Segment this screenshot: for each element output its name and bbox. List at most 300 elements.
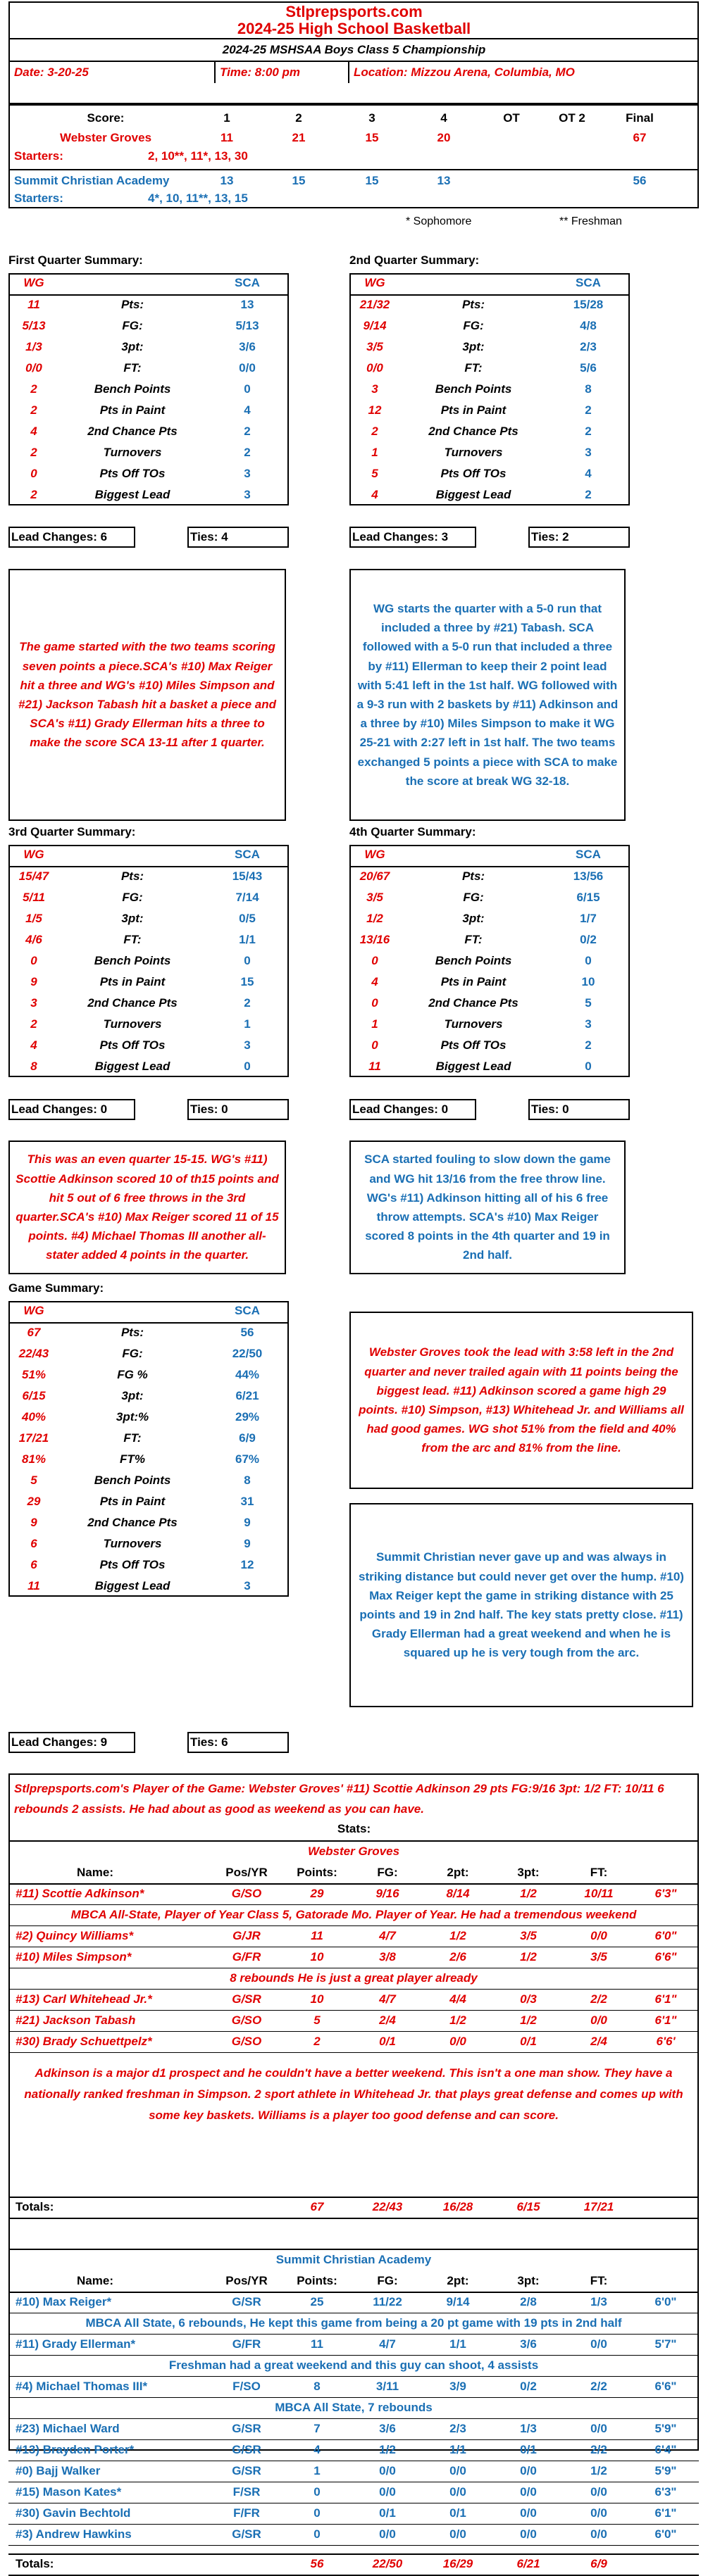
player-ft: 1/3 <box>590 2295 607 2308</box>
sca-value: 29% <box>235 1410 260 1424</box>
player-pos: G/SO <box>231 2035 262 2048</box>
sca-value: 4 <box>585 467 592 480</box>
player-ht: 6'1" <box>654 1992 677 2006</box>
stats-col-header: FT: <box>590 2274 608 2287</box>
player-pos: F/FR <box>233 2506 260 2520</box>
rule <box>8 2010 699 2011</box>
player-pos: G/SR <box>232 2464 261 2477</box>
player-pts: 11 <box>311 2337 323 2351</box>
wg-value: 81% <box>21 1452 46 1466</box>
stat-label: Biggest Lead <box>435 1060 511 1073</box>
sca-value: 15 <box>240 975 254 988</box>
player-name: #23) Michael Ward <box>15 2422 120 2435</box>
site-title: Stlprepsports.com <box>285 3 423 20</box>
wg-value: 2 <box>30 446 37 459</box>
wg-value: 4 <box>371 975 378 988</box>
player-three: 0/0 <box>520 2464 537 2477</box>
player-pts: 11 <box>311 1929 323 1942</box>
stat-label: 2nd Chance Pts <box>428 425 518 438</box>
player-pos: G/SO <box>231 1887 262 1900</box>
wg-comment: Adkinson is a major d1 prospect and he couldn't have a better weekend. This isn't a one man show. They have a nationally ranked freshman in Simpson. 2 sport athlete in Whitehead Jr. that plays great defense and comes up with some key baskets. Williams is a player too good defense and can score. <box>24 2066 683 2122</box>
sca-value: 10 <box>581 975 595 988</box>
sca-value: 13 <box>240 298 254 311</box>
sca-value: 2 <box>585 425 592 438</box>
ties-count: Ties: 2 <box>531 530 569 544</box>
stats-col-header: Pos/YR <box>225 1866 268 1879</box>
totals-label: Totals: <box>15 2200 54 2213</box>
sca-value: 8 <box>585 382 592 396</box>
sca-value: 0/0 <box>239 361 256 375</box>
wg-value: 13/16 <box>359 933 390 946</box>
player-note: Freshman had a great weekend and this guy can shoot, 4 assists <box>168 2358 539 2372</box>
player-two: 1/1 <box>449 2443 466 2456</box>
score-header-cell: 2 <box>295 111 302 125</box>
player-ft: 1/2 <box>590 2464 607 2477</box>
player-fg: 3/6 <box>379 2422 396 2435</box>
player-ht: 6'0" <box>654 2527 677 2541</box>
player-name: #30) Brady Schuettpelz* <box>15 2035 152 2048</box>
score-header-cell: OT <box>503 111 520 125</box>
player-note: 8 rebounds He is just a great player already <box>230 1971 478 1985</box>
rule <box>8 2524 699 2525</box>
player-pts: 25 <box>310 2295 324 2308</box>
player-pts: 29 <box>310 1887 324 1900</box>
game-location: Location: Mizzou Arena, Columbia, MO <box>354 65 575 79</box>
player-name: #11) Grady Ellerman* <box>15 2337 136 2351</box>
player-ht: 6'3" <box>654 1887 677 1900</box>
team1-quarter-score: 15 <box>365 131 379 144</box>
player-note: MBCA All-State, Player of Year Class 5, Gatorade Mo. Player of Year. He had a tremendous weekend <box>70 1908 637 1921</box>
sca-value: 0 <box>244 1060 251 1073</box>
rule <box>8 2355 699 2356</box>
sca-value: 0/5 <box>239 912 256 925</box>
totals-fg: 22/43 <box>372 2200 403 2213</box>
sca-value: 0 <box>585 954 592 967</box>
sca-value: 5/13 <box>235 319 259 332</box>
wg-value: 12 <box>368 403 382 417</box>
sca-header: SCA <box>576 276 601 289</box>
player-fg: 9/16 <box>375 1887 399 1900</box>
team1-quarter-score: 20 <box>437 131 451 144</box>
team2-quarter-score: 15 <box>365 174 379 187</box>
stat-label: Turnovers <box>103 1537 162 1550</box>
team-name-wg: Webster Groves <box>307 1845 400 1858</box>
freshman-legend: ** Freshman <box>559 215 622 227</box>
sca-value: 3/6 <box>239 340 256 353</box>
stat-label: FT: <box>123 933 142 946</box>
player-fg: 11/22 <box>373 2295 402 2308</box>
wg-header: WG <box>364 276 385 289</box>
stat-label: Pts in Paint <box>99 1495 166 1508</box>
wg-header: WG <box>23 1304 44 1317</box>
lead-changes: Lead Changes: 9 <box>11 1735 108 1749</box>
stats-title: Stats: <box>337 1822 371 1835</box>
stats-col-header: 3pt: <box>517 1866 540 1879</box>
wg-value: 3/5 <box>366 340 383 353</box>
score-header-cell: 1 <box>223 111 230 125</box>
ties-count: Ties: 0 <box>190 1102 228 1116</box>
sca-value: 2 <box>585 403 592 417</box>
lead-changes: Lead Changes: 0 <box>352 1102 449 1116</box>
stats-col-header: 2pt: <box>447 1866 469 1879</box>
rule <box>8 1301 289 1597</box>
wg-header: WG <box>364 848 385 861</box>
sca-value: 44% <box>235 1368 260 1381</box>
stat-label: FG: <box>122 1347 143 1360</box>
wg-value: 29 <box>27 1495 41 1508</box>
player-three: 0/0 <box>520 2485 537 2499</box>
sca-value: 12 <box>240 1558 254 1571</box>
stat-label: 2nd Chance Pts <box>87 1516 178 1529</box>
ties-count: Ties: 6 <box>190 1735 228 1749</box>
player-ht: 5'9" <box>654 2422 677 2435</box>
player-pos: G/SR <box>232 1992 261 2006</box>
player-fg: 0/0 <box>379 2485 396 2499</box>
player-ft: 3/5 <box>590 1950 607 1964</box>
wg-value: 4 <box>371 488 378 501</box>
player-fg: 2/4 <box>379 2013 396 2027</box>
player-fg: 0/0 <box>379 2464 396 2477</box>
player-fg: 4/7 <box>379 1929 396 1942</box>
rule <box>349 294 630 296</box>
wg-value: 2 <box>30 382 37 396</box>
sca-value: 1/1 <box>239 933 256 946</box>
team1-starters: 2, 10**, 11*, 13, 30 <box>148 149 248 163</box>
sca-value: 2 <box>585 1038 592 1052</box>
stat-label: 3pt: <box>121 912 144 925</box>
wg-value: 4 <box>30 425 37 438</box>
stat-label: Pts Off TOs <box>440 1038 507 1052</box>
stats-col-header: Points: <box>297 1866 337 1879</box>
player-three: 1/2 <box>520 2013 537 2027</box>
team1-quarter-score: 11 <box>221 131 233 144</box>
player-of-game-text: Stlprepsports.com's Player of the Game: Webster Groves' #11) Scottie Adkinson 29 pts FG:9/16 3pt: 1/2 FT: 10/11 6 rebounds 2 assists. He had about as good as weekend as you can have. <box>14 1782 664 1816</box>
wg-value: 6 <box>30 1537 37 1550</box>
wg-value: 1 <box>371 446 378 459</box>
player-pos: F/SO <box>232 2380 261 2393</box>
sca-value: 3 <box>244 467 251 480</box>
rule <box>8 2292 699 2293</box>
stat-label: FT: <box>464 933 483 946</box>
rule <box>8 2249 699 2250</box>
wg-value: 5 <box>371 467 378 480</box>
rule <box>8 866 289 867</box>
sca-value: 3 <box>244 488 251 501</box>
stat-label: FG % <box>117 1368 148 1381</box>
stats-col-header: FG: <box>377 1866 398 1879</box>
stat-label: Pts: <box>120 298 144 311</box>
player-ht: 6'6" <box>654 1950 677 1964</box>
wg-value: 5/11 <box>23 891 45 904</box>
player-fg: 1/2 <box>379 2443 396 2456</box>
sca-value: 5/6 <box>580 361 597 375</box>
player-name: #13) Carl Whitehead Jr.* <box>15 1992 152 2006</box>
stats-col-header: Pos/YR <box>225 2274 268 2287</box>
totals-fg: 22/50 <box>372 2557 403 2570</box>
player-ft: 0/0 <box>590 2506 607 2520</box>
team2-quarter-score: 13 <box>437 174 451 187</box>
rule <box>8 1989 699 1990</box>
sca-value: 8 <box>244 1474 251 1487</box>
sca-value: 0 <box>585 1060 592 1073</box>
player-three: 3/6 <box>520 2337 537 2351</box>
player-ft: 0/0 <box>590 2422 607 2435</box>
sca-value: 0/2 <box>580 933 597 946</box>
sca-value: 2 <box>244 446 251 459</box>
team1-quarter-score: 21 <box>292 131 306 144</box>
sca-value: 9 <box>244 1537 251 1550</box>
player-pts: 0 <box>313 2485 321 2499</box>
stat-label: Bench Points <box>94 1474 171 1487</box>
stat-label: 3pt: <box>121 340 144 353</box>
wg-value: 5/13 <box>22 319 46 332</box>
sca-value: 1/7 <box>580 912 597 925</box>
sophomore-legend: * Sophomore <box>406 215 472 227</box>
stat-label: Bench Points <box>94 954 171 967</box>
stat-label: 2nd Chance Pts <box>87 425 178 438</box>
rule <box>349 866 630 867</box>
rule <box>8 2553 699 2555</box>
player-note: MBCA All State, 6 rebounds, He kept this game from being a 20 pt game with 19 pts in 2nd half <box>85 2316 622 2330</box>
score-header-cell: Final <box>626 111 654 125</box>
stats-col-header: 2pt: <box>447 2274 469 2287</box>
stat-label: Pts in Paint <box>440 403 507 417</box>
sca-value: 3 <box>244 1038 251 1052</box>
player-name: #11) Scottie Adkinson* <box>15 1887 144 1900</box>
player-two: 1/2 <box>449 1929 466 1942</box>
first-half-left-text: The game started with the two teams scoring seven points a piece.SCA's #10) Max Reiger hit a three and WG's #10) Miles Simpson and #21) Jackson Tabash hit a basket a piece and SCA's #11) Grady Ellerman hits a three to make the score SCA 13-11 after 1 quarter. <box>8 569 286 821</box>
game-time: Time: 8:00 pm <box>220 65 301 79</box>
player-two: 0/0 <box>449 2527 466 2541</box>
wg-header: WG <box>23 276 44 289</box>
sca-value: 3 <box>585 1017 592 1031</box>
player-fg: 0/0 <box>379 2527 396 2541</box>
wg-value: 2 <box>30 1017 37 1031</box>
stat-label: FG: <box>463 319 484 332</box>
stat-label: FT% <box>120 1452 145 1466</box>
player-ht: 6'6' <box>656 2035 676 2048</box>
wg-value: 6 <box>30 1558 37 1571</box>
stat-label: Pts in Paint <box>99 403 166 417</box>
sca-header: SCA <box>235 848 260 861</box>
sca-value: 0 <box>244 954 251 967</box>
lead-changes: Lead Changes: 0 <box>11 1102 108 1116</box>
team2-starters: 4*, 10, 11**, 13, 15 <box>148 191 248 205</box>
team2-quarter-score: 13 <box>220 174 234 187</box>
wg-value: 9 <box>30 1516 37 1529</box>
totals-two: 16/28 <box>442 2200 473 2213</box>
player-pos: G/SO <box>231 2013 262 2027</box>
wg-value: 11 <box>27 298 40 311</box>
rule <box>8 1904 699 1905</box>
wg-value: 0 <box>30 954 37 967</box>
stat-label: FT: <box>123 361 142 375</box>
player-two: 0/0 <box>449 2035 466 2048</box>
score-header-cell: Score: <box>87 111 125 125</box>
player-ht: 6'1" <box>654 2013 677 2027</box>
player-name: #21) Jackson Tabash <box>15 2013 136 2027</box>
totals-pts: 67 <box>310 2200 324 2213</box>
sca-value: 9 <box>244 1516 251 1529</box>
sca-header: SCA <box>576 848 601 861</box>
sca-value: 2 <box>244 425 251 438</box>
totals-three: 6/15 <box>516 2200 540 2213</box>
player-three: 0/3 <box>520 1992 537 2006</box>
player-ht: 6'0" <box>654 2295 677 2308</box>
player-note: MBCA All State, 7 rebounds <box>275 2401 433 2414</box>
stat-label: 2nd Chance Pts <box>428 996 518 1010</box>
stats-col-header: Points: <box>297 2274 337 2287</box>
wg-value: 4/6 <box>25 933 42 946</box>
stat-label: Biggest Lead <box>94 1579 170 1592</box>
stats-col-header: FT: <box>590 1866 608 1879</box>
player-pts: 0 <box>313 2527 321 2541</box>
rule <box>8 2031 699 2032</box>
page-title: 2024-25 High School Basketball <box>237 20 471 37</box>
player-three: 0/1 <box>520 2035 537 2048</box>
game-summary-red-text: Webster Groves took the lead with 3:58 left in the 2nd quarter and never trailed again with 11 points being the biggest lead. #11) Adkinson scored a game high 29 points. #10) Simpson, #13) Whitehead Jr. and Williams all had good games. WG shot 51% from the field and 40% from the arc and 81% from the line. <box>349 1312 693 1489</box>
game-summary-blue-text: Summit Christian never gave up and was always in striking distance but could never get over the hump. #10) Max Reiger kept the game in striking distance with 25 points and 19 in 2nd half. The key stats pretty close. #11) Grady Ellerman had a great weekend and when he is squared up he is very tough from the arc. <box>349 1503 693 1707</box>
wg-value: 3 <box>371 382 378 396</box>
player-ht: 6'6" <box>654 2380 677 2393</box>
player-two: 2/6 <box>449 1950 466 1964</box>
player-fg: 3/11 <box>375 2380 399 2393</box>
player-pos: F/SR <box>232 2485 261 2499</box>
sca-value: 31 <box>240 1495 254 1508</box>
wg-value: 22/43 <box>18 1347 49 1360</box>
player-ft: 2/2 <box>590 2443 607 2456</box>
totals-label: Totals: <box>15 2557 54 2570</box>
player-fg: 4/7 <box>379 1992 396 2006</box>
player-two: 0/0 <box>449 2485 466 2499</box>
team2-starters-label: Starters: <box>14 191 63 205</box>
stats-col-header: FG: <box>377 2274 398 2287</box>
player-ft: 0/0 <box>590 2485 607 2499</box>
player-three: 3/5 <box>520 1929 537 1942</box>
player-ft: 0/0 <box>590 2013 607 2027</box>
player-pos: G/FR <box>232 2337 261 2351</box>
player-ht: 6'1" <box>654 2506 677 2520</box>
stat-label: Turnovers <box>444 1017 503 1031</box>
wg-value: 9 <box>30 975 37 988</box>
stat-label: 3pt: <box>462 340 485 353</box>
second-half-right-text: SCA started fouling to slow down the game and WG hit 13/16 from the free throw line. WG's #11) Adkinson hitting all of his 6 free throw attempts. SCA's #10) Max Reiger scored 8 points in the 4th quarter and 19 in 2nd half. <box>349 1141 626 1274</box>
rule <box>8 1883 699 1885</box>
player-three: 0/1 <box>520 2443 537 2456</box>
player-name: #0) Bajj Walker <box>15 2464 101 2477</box>
sca-value: 56 <box>240 1326 254 1339</box>
player-two: 8/14 <box>446 1887 470 1900</box>
wg-value: 11 <box>27 1579 40 1592</box>
stat-label: 3pt: <box>462 912 485 925</box>
wg-value: 0 <box>371 1038 378 1052</box>
totals-ft: 17/21 <box>583 2200 614 2213</box>
player-ht: 6'3" <box>654 2485 677 2499</box>
stat-label: 2nd Chance Pts <box>87 996 178 1010</box>
sca-value: 3 <box>244 1579 251 1592</box>
score-header-cell: OT 2 <box>559 111 585 125</box>
team2-final: 56 <box>633 174 647 187</box>
stat-label: FT: <box>123 1431 142 1445</box>
player-ht: 6'0" <box>654 1929 677 1942</box>
rule <box>8 2545 699 2546</box>
wg-value: 15/47 <box>18 869 49 883</box>
rule <box>8 2218 699 2219</box>
player-ft: 0/0 <box>590 2527 607 2541</box>
player-three: 0/0 <box>520 2527 537 2541</box>
sca-value: 13/56 <box>573 869 604 883</box>
player-pts: 2 <box>313 2035 321 2048</box>
wg-value: 3/5 <box>366 891 383 904</box>
stat-label: Pts Off TOs <box>440 467 507 480</box>
stat-label: Pts in Paint <box>99 975 166 988</box>
team1-starters-label: Starters: <box>14 149 63 163</box>
sca-value: 1 <box>244 1017 251 1031</box>
stat-label: Pts in Paint <box>440 975 507 988</box>
rule <box>8 2376 699 2377</box>
quarter-title: First Quarter Summary: <box>8 253 143 267</box>
sca-value: 6/21 <box>235 1389 259 1402</box>
stat-label: Pts Off TOs <box>99 1038 166 1052</box>
player-pos: G/FR <box>232 1950 261 1964</box>
rule <box>8 2334 699 2335</box>
rule <box>8 2052 699 2053</box>
rule <box>8 1925 699 1926</box>
sca-value: 6/9 <box>239 1431 256 1445</box>
wg-value: 0 <box>30 467 37 480</box>
wg-value: 1/2 <box>366 912 383 925</box>
wg-value: 4 <box>30 1038 37 1052</box>
sca-value: 2/3 <box>580 340 597 353</box>
wg-value: 2 <box>30 488 37 501</box>
sca-value: 15/28 <box>573 298 604 311</box>
stat-label: Biggest Lead <box>94 488 170 501</box>
stat-label: FG: <box>122 319 143 332</box>
totals-pts: 56 <box>310 2557 324 2570</box>
player-name: #10) Max Reiger* <box>15 2295 112 2308</box>
score-header-cell: 3 <box>368 111 375 125</box>
first-half-right-text: WG starts the quarter with a 5-0 run that included a three by #21) Tabash. SCA followed with a 5-0 run that included a three by #11) Ellerman to keep their 2 point lead with 5:41 left in the 1st half. WG followed with a 9-3 run with 2 baskets by #11) Adkinson and a three by #10) Miles Simpson to make it WG 25-21 with 2:27 left in 1st half. The two teams exchanged 5 points a piece with SCA to make the score at break WG 32-18. <box>349 569 626 821</box>
sca-header: SCA <box>235 1304 260 1317</box>
stat-label: Turnovers <box>444 446 503 459</box>
rule <box>8 2397 699 2398</box>
stat-label: Turnovers <box>103 1017 162 1031</box>
player-three: 1/2 <box>520 1887 537 1900</box>
team-name-sca: Summit Christian Academy <box>275 2253 432 2266</box>
player-pts: 10 <box>310 1992 324 2006</box>
stat-label: Pts Off TOs <box>99 1558 166 1571</box>
player-ft: 0/0 <box>590 2337 607 2351</box>
rule <box>8 2197 699 2198</box>
team1-final: 67 <box>633 131 647 144</box>
player-fg: 0/1 <box>379 2506 396 2520</box>
player-ht: 6'4" <box>654 2443 677 2456</box>
stat-label: Pts: <box>461 869 485 883</box>
player-three: 2/8 <box>520 2295 537 2308</box>
player-two: 9/14 <box>446 2295 470 2308</box>
player-fg: 0/1 <box>379 2035 396 2048</box>
wg-value: 51% <box>21 1368 46 1381</box>
stat-label: Pts Off TOs <box>99 467 166 480</box>
player-name: #30) Gavin Bechtold <box>15 2506 131 2520</box>
player-pts: 1 <box>313 2464 321 2477</box>
sca-value: 6/15 <box>576 891 600 904</box>
player-two: 0/1 <box>449 2506 466 2520</box>
lead-changes: Lead Changes: 6 <box>11 530 108 544</box>
rule <box>8 1840 699 1842</box>
rule <box>8 294 289 296</box>
player-pts: 5 <box>313 2013 321 2027</box>
